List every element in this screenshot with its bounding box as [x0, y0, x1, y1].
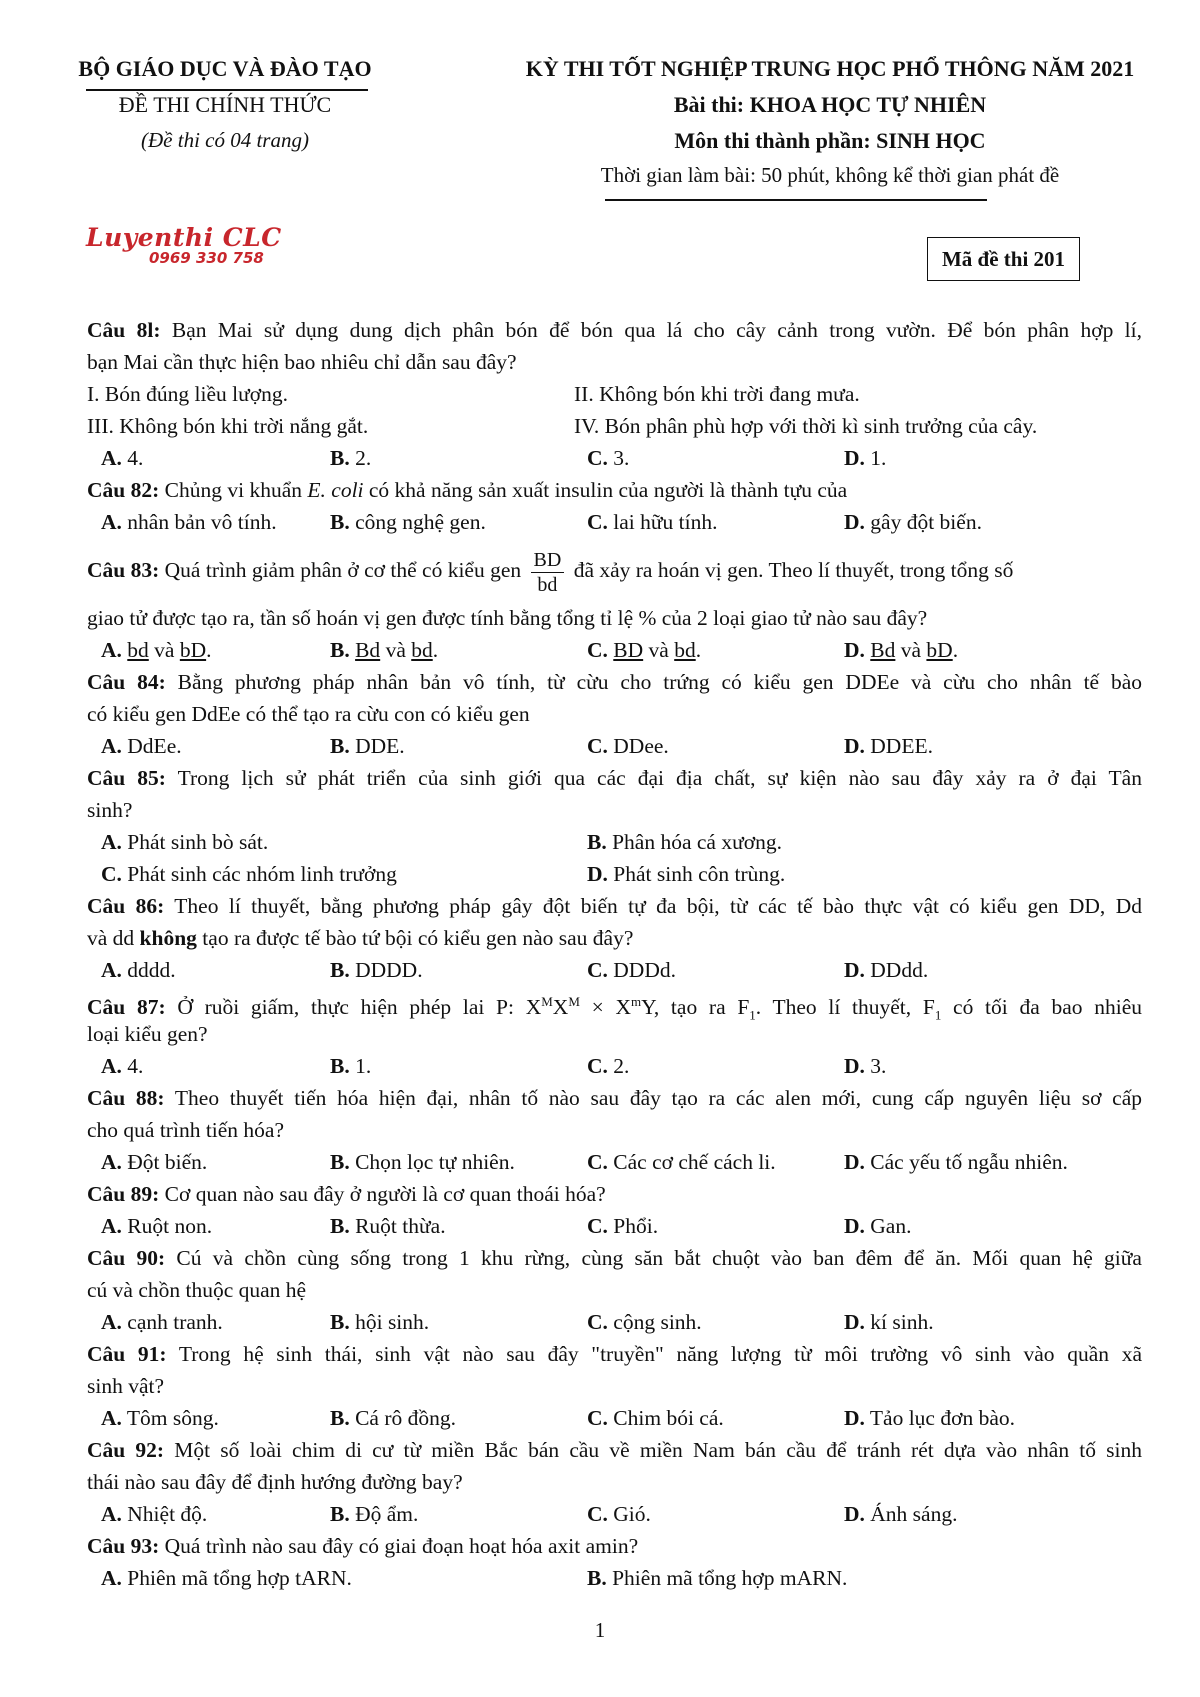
answer-row [87, 506, 1142, 538]
option-c[interactable]: C. BD và bd. [587, 638, 702, 662]
option-b[interactable]: B. DDE. [330, 734, 405, 758]
exam-title: KỲ THI TỐT NGHIỆP TRUNG HỌC PHỔ THÔNG NĂM 2021 [525, 56, 1135, 81]
question-86-line-1: Câu 86: Theo lí thuyết, bằng phương pháp gây đột biến tự đa bội, từ các tế bào thực vật có kiểu gen DD, Dd [87, 894, 1142, 918]
option-d[interactable]: D. DDdd. [844, 958, 929, 982]
option-c[interactable]: C. cộng sinh. [587, 1310, 702, 1334]
option-c[interactable]: C. DDDd. [587, 958, 676, 982]
question-85-line-2: sinh? [87, 798, 133, 822]
question-number: Câu 83: [87, 558, 160, 582]
answer-row [87, 730, 1142, 762]
question-number: Câu 93: [87, 1534, 160, 1558]
option-a[interactable]: A. bd và bD. [101, 638, 212, 662]
question-text: bạn Mai cần thực hiện bao nhiêu chỉ dẫn sau đây? [87, 350, 517, 374]
option-a[interactable]: A. 4. [101, 446, 144, 470]
question-number: Câu 88: [87, 1086, 165, 1110]
option-c[interactable]: C. Gió. [587, 1502, 651, 1526]
page-count-note: (Đề thi có 04 trang) [141, 128, 309, 152]
option-d[interactable]: D. Tảo lục đơn bào. [844, 1406, 1016, 1430]
question-91-line-1: Câu 91: Trong hệ sinh thái, sinh vật nào sau đây "truyền" năng lượng từ môi trường vô sinh vào quần xã [87, 1342, 1142, 1366]
logo-name: Luyenthi CLC [86, 223, 282, 252]
option-a[interactable]: A. Phiên mã tổng hợp tARN. [101, 1566, 352, 1590]
option-c[interactable]: C. DDee. [587, 734, 669, 758]
exam-time: Thời gian làm bài: 50 phút, không kể thời gian phát đề [600, 163, 1060, 187]
question-82-line-1: Câu 82: Chủng vi khuẩn E. coli có khả năng sản xuất insulin của người là thành tựu của [87, 478, 848, 502]
option-d[interactable]: D. Phát sinh côn trùng. [587, 862, 786, 886]
statement-1: I. Bón đúng liều lượng. [87, 382, 288, 406]
option-c[interactable]: C. lai hữu tính. [587, 510, 718, 534]
option-a[interactable]: A. Ruột non. [101, 1214, 213, 1238]
question-list [87, 314, 1142, 1594]
answer-row [87, 1498, 1142, 1530]
statement-2: II. Không bón khi trời đang mưa. [574, 382, 860, 406]
question-88-line-2: cho quá trình tiến hóa? [87, 1118, 285, 1142]
question-93-line-1: Câu 93: Quá trình nào sau đây có giai đoạn hoạt hóa axit amin? [87, 1534, 639, 1558]
question-90-line-1: Câu 90: Cú và chồn cùng sống trong 1 khu rừng, cùng săn bắt chuột vào ban đêm để ăn. Mối quan hệ giữa [87, 1246, 1142, 1270]
option-d[interactable]: D. Bd và bD. [844, 638, 959, 662]
statement-row [87, 378, 1142, 410]
option-b[interactable]: B. công nghệ gen. [330, 510, 486, 534]
answer-row [87, 1306, 1142, 1338]
question-number: Câu 84: [87, 670, 166, 694]
question-number: Câu 82: [87, 478, 160, 502]
option-a[interactable]: A. dddd. [101, 958, 176, 982]
question-86-line-2: và dd không tạo ra được tế bào tứ bội có kiểu gen nào sau đây? [87, 926, 634, 950]
header-divider-left [86, 89, 368, 91]
option-d[interactable]: D. 3. [844, 1054, 887, 1078]
answer-row [87, 1146, 1142, 1178]
question-number: Câu 86: [87, 894, 165, 918]
option-b[interactable]: B. Phiên mã tổng hợp mARN. [587, 1566, 848, 1590]
question-number: Câu 90: [87, 1246, 166, 1270]
question-92-line-1: Câu 92: Một số loài chim di cư từ miền Bắc bán cầu về miền Nam bán cầu để tránh rét dựa vào nhân tố sinh [87, 1438, 1143, 1462]
page-number: 1 [594, 1618, 606, 1642]
question-81-line-2 [87, 346, 1142, 378]
answer-row [87, 826, 1142, 858]
answer-row [87, 1210, 1142, 1242]
option-d[interactable]: D. Ánh sáng. [844, 1502, 958, 1526]
question-84-line-1: Câu 84: Bằng phương pháp nhân bản vô tính, từ cừu cho trứng có kiểu gen DDEe và cừu cho nhân tế bào [87, 670, 1142, 694]
option-b[interactable]: B. Cá rô đồng. [330, 1406, 457, 1430]
question-83-line-2: giao tử được tạo ra, tần số hoán vị gen được tính bằng tổng tỉ lệ % của 2 loại giao tử nào sau đây? [87, 606, 928, 630]
answer-row [87, 858, 1142, 890]
ministry-name: BỘ GIÁO DỤC VÀ ĐÀO TẠO [78, 56, 372, 81]
answer-row [87, 1562, 1142, 1594]
option-a[interactable]: A. cạnh tranh. [101, 1310, 223, 1334]
option-d[interactable]: D. 1. [844, 446, 887, 470]
question-81-line-1 [87, 314, 1142, 346]
exam-code-box [927, 237, 1080, 281]
option-a[interactable]: A. nhân bản vô tính. [101, 510, 277, 534]
statement-row [87, 410, 1142, 442]
option-b[interactable]: B. hội sinh. [330, 1310, 430, 1334]
question-number: Câu 8l: [87, 318, 161, 342]
option-c[interactable]: C. 3. [587, 446, 630, 470]
header-divider-right [605, 199, 987, 201]
option-b[interactable]: B. 1. [330, 1054, 372, 1078]
option-c[interactable]: C. Các cơ chế cách li. [587, 1150, 776, 1174]
statement-4: IV. Bón phân phù hợp với thời kì sinh trưởng của cây. [574, 414, 1038, 438]
option-b[interactable]: B. Bd và bd. [330, 638, 439, 662]
question-85-line-1: Câu 85: Trong lịch sử phát triển của sinh giới qua các đại địa chất, sự kiện nào sau đây xảy ra ở đại Tân [87, 766, 1142, 790]
question-number: Câu 89: [87, 1182, 160, 1206]
option-c[interactable]: C. Phổi. [587, 1214, 659, 1238]
option-d[interactable]: D. gây đột biến. [844, 510, 982, 534]
exam-subject: Bài thi: KHOA HỌC TỰ NHIÊN [673, 92, 987, 117]
question-number: Câu 85: [87, 766, 166, 790]
official-exam-label: ĐỀ THI CHÍNH THỨC [118, 92, 332, 117]
question-84-line-2: có kiểu gen DdEe có thể tạo ra cừu con có kiểu gen [87, 702, 530, 726]
option-a[interactable]: A. 4. [101, 1054, 144, 1078]
option-d[interactable]: D. Các yếu tố ngẫu nhiên. [844, 1150, 1068, 1174]
answer-row [87, 634, 1142, 666]
option-b[interactable]: B. Chọn lọc tự nhiên. [330, 1150, 515, 1174]
option-a[interactable]: A. DdEe. [101, 734, 182, 758]
statement-3: III. Không bón khi trời nắng gắt. [87, 414, 369, 438]
answer-row [87, 1050, 1142, 1082]
option-b[interactable]: B. Ruột thừa. [330, 1214, 446, 1238]
answer-row [87, 442, 1142, 474]
logo-phone: 0969 330 758 [149, 249, 264, 267]
option-a[interactable]: A. Phát sinh bò sát. [101, 830, 269, 854]
option-a[interactable]: A. Nhiệt độ. [101, 1502, 208, 1526]
option-b[interactable]: B. DDDD. [330, 958, 423, 982]
answer-row [87, 954, 1142, 986]
question-92-line-2: thái nào sau đây để định hướng đường bay? [87, 1470, 463, 1494]
brand-logo [86, 225, 316, 267]
exam-code: Mã đề thi 201 [941, 246, 1066, 271]
question-number: Câu 91: [87, 1342, 167, 1366]
genotype-fraction: $\frac{BD}{bd}$ [531, 548, 565, 597]
question-89-line-1: Câu 89: Cơ quan nào sau đây ở người là cơ quan thoái hóa? [87, 1182, 606, 1206]
option-b[interactable]: B. Phân hóa cá xương. [587, 830, 782, 854]
question-text: Bạn Mai sử dụng dung dịch phân bón để bón qua lá cho cây cảnh trong vườn. Để bón phân hợp lí, [171, 318, 1142, 342]
answer-row [87, 1402, 1142, 1434]
option-a[interactable]: A. Đột biến. [101, 1150, 208, 1174]
exam-component: Môn thi thành phần: SINH HỌC [674, 128, 986, 153]
question-number: Câu 87: [87, 995, 166, 1020]
question-88-line-1: Câu 88: Theo thuyết tiến hóa hiện đại, nhân tố nào sau đây tạo ra các alen mới, cung cấp nguyên liệu sơ cấp [87, 1086, 1142, 1110]
question-number: Câu 92: [87, 1438, 165, 1462]
option-c[interactable]: C. 2. [587, 1054, 630, 1078]
option-a[interactable]: A. Tôm sông. [101, 1406, 219, 1430]
question-87-line-1: Câu 87: Ở ruồi giấm, thực hiện phép lai P: $X^MX^M \times X^mY$, tạo ra $F_1$. Theo lí thuyết, $F_1$ có tối đa bao nhiêu [87, 994, 1142, 1023]
question-87-line-2: loại kiểu gen? [87, 1022, 208, 1046]
option-b[interactable]: B. Độ ẩm. [330, 1502, 419, 1526]
option-d[interactable]: D. DDEE. [844, 734, 933, 758]
question-90-line-2: cú và chồn thuộc quan hệ [87, 1278, 307, 1302]
option-c[interactable]: C. Chim bói cá. [587, 1406, 724, 1430]
question-91-line-2: sinh vật? [87, 1374, 165, 1398]
question-83-line-1: Câu 83: Quá trình giảm phân ở cơ thể có kiểu gen $\frac{BD}{bd}$ đã xảy ra hoán vị gen. Theo lí thuyết, trong tổng số [87, 548, 1014, 596]
option-b[interactable]: B. 2. [330, 446, 372, 470]
option-d[interactable]: D. kí sinh. [844, 1310, 934, 1334]
option-d[interactable]: D. Gan. [844, 1214, 912, 1238]
option-c[interactable]: C. Phát sinh các nhóm linh trưởng [101, 862, 397, 886]
